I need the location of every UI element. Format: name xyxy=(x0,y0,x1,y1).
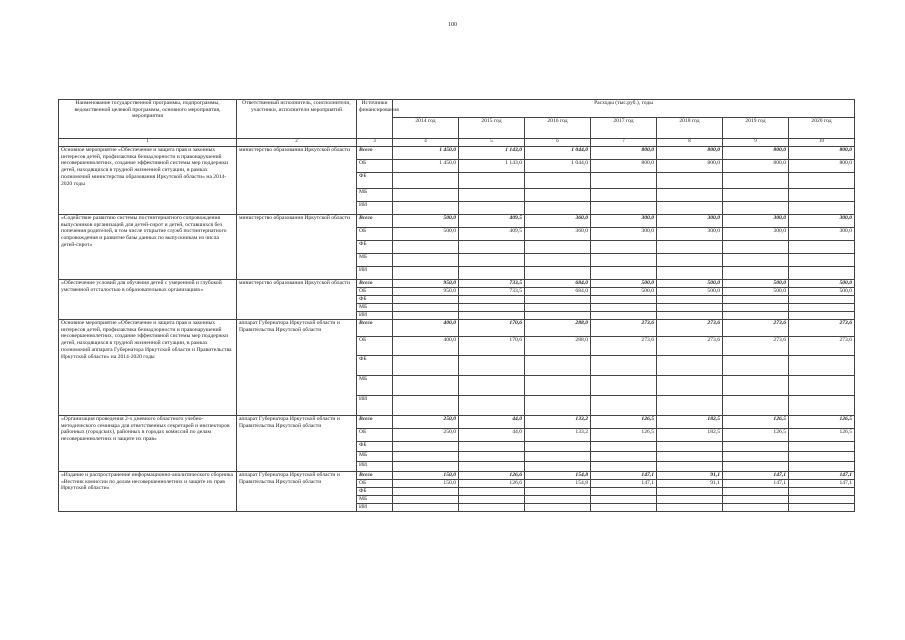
amount-cell: 300,0 xyxy=(789,228,855,241)
amount-cell: 800,0 xyxy=(789,147,855,160)
funding-source: ИИ xyxy=(357,267,393,280)
amount-cell: 154,8 xyxy=(525,472,591,480)
amount-cell xyxy=(525,296,591,304)
amount-cell xyxy=(525,304,591,312)
funding-source: ФБ xyxy=(357,488,393,496)
amount-cell: 182,5 xyxy=(657,416,723,429)
amount-cell: 170,6 xyxy=(459,320,525,337)
funding-source: ОБ xyxy=(357,480,393,488)
header-name: Наименование государственной программы, подпрограммы, ведомственной целевой программы, основного мероприятия, мероприятия xyxy=(59,100,237,139)
amount-cell xyxy=(525,396,591,416)
header-year: 2014 год xyxy=(393,118,459,139)
activity-name: Основное мероприятие «Обеспечение и защита прав и законных интересов детей, профилактика безнадзорности и правонарушений несовершеннолетних, создание эффективной системы мер поддержки детей, находящихся в трудной жизненной ситуации, в рамках полномочий аппарата Губернатора Иркутской области и Правительства Иркутской области» на 2014-2020 годы xyxy=(59,320,237,416)
amount-cell xyxy=(789,296,855,304)
amount-cell xyxy=(789,452,855,462)
amount-cell: 126,6 xyxy=(459,480,525,488)
amount-cell: 500,0 xyxy=(657,280,723,288)
amount-cell: 300,0 xyxy=(657,228,723,241)
amount-cell xyxy=(723,296,789,304)
amount-cell: 273,6 xyxy=(723,320,789,337)
amount-cell: 300,0 xyxy=(789,215,855,228)
amount-cell xyxy=(525,202,591,215)
amount-cell: 409,5 xyxy=(459,215,525,228)
amount-cell: 800,0 xyxy=(723,160,789,173)
funding-source: ОБ xyxy=(357,160,393,173)
amount-cell xyxy=(525,189,591,202)
amount-cell xyxy=(657,504,723,512)
amount-cell xyxy=(591,254,657,267)
funding-source: Всего xyxy=(357,280,393,288)
amount-cell: 147,1 xyxy=(789,480,855,488)
amount-cell: 733,5 xyxy=(459,280,525,288)
executor: министерство образования Иркутской области xyxy=(237,147,357,215)
amount-cell: 300,0 xyxy=(723,215,789,228)
funding-source: МБ xyxy=(357,496,393,504)
amount-cell: 500,0 xyxy=(591,288,657,296)
amount-cell: 91,1 xyxy=(657,480,723,488)
amount-cell xyxy=(657,254,723,267)
amount-cell xyxy=(591,504,657,512)
amount-cell xyxy=(459,241,525,254)
amount-cell xyxy=(723,496,789,504)
amount-cell: 733,5 xyxy=(459,288,525,296)
amount-cell: 147,1 xyxy=(723,480,789,488)
amount-cell: 950,0 xyxy=(393,280,459,288)
amount-cell xyxy=(591,312,657,320)
amount-cell xyxy=(393,202,459,215)
amount-cell xyxy=(525,312,591,320)
amount-cell xyxy=(525,496,591,504)
amount-cell: 288,0 xyxy=(525,320,591,337)
amount-cell xyxy=(657,396,723,416)
amount-cell xyxy=(525,356,591,376)
amount-cell xyxy=(723,488,789,496)
amount-cell: 684,0 xyxy=(525,280,591,288)
amount-cell xyxy=(591,396,657,416)
executor: министерство образования Иркутской области xyxy=(237,215,357,280)
activity-name: «Издание и распространение информационно-аналитического сборника «Вестник комиссии по делам несовершеннолетних и защите их прав Иркутской области» xyxy=(59,472,237,512)
funding-source: ОБ xyxy=(357,288,393,296)
amount-cell xyxy=(393,376,459,396)
amount-cell xyxy=(591,442,657,452)
amount-cell xyxy=(723,267,789,280)
executor: аппарат Губернатора Иркутской области и Правительства Иркутской области xyxy=(237,416,357,472)
column-number: 7 xyxy=(591,139,657,147)
amount-cell xyxy=(789,173,855,189)
amount-cell xyxy=(657,296,723,304)
amount-cell: 500,0 xyxy=(723,288,789,296)
amount-cell: 500,0 xyxy=(789,280,855,288)
amount-cell xyxy=(657,376,723,396)
amount-cell: 154,8 xyxy=(525,480,591,488)
amount-cell xyxy=(393,462,459,472)
amount-cell: 147,1 xyxy=(723,472,789,480)
amount-cell: 300,0 xyxy=(723,228,789,241)
amount-cell xyxy=(723,356,789,376)
activity-name: Основное мероприятие «Обеспечение и защита прав и законных интересов детей, профилактика безнадзорности и правонарушений несовершеннолетних, создание эффективной системы мер поддержки детей, находящихся в трудной жизненной ситуации, в рамках полномочий министерства образования Иркутской области» на 2014-2020 годы xyxy=(59,147,237,215)
amount-cell xyxy=(657,452,723,462)
amount-cell: 500,0 xyxy=(393,215,459,228)
amount-cell xyxy=(393,504,459,512)
amount-cell: 288,0 xyxy=(525,337,591,356)
amount-cell: 800,0 xyxy=(657,147,723,160)
amount-cell xyxy=(459,312,525,320)
amount-cell xyxy=(459,376,525,396)
amount-cell xyxy=(591,376,657,396)
amount-cell xyxy=(591,267,657,280)
amount-cell: 500,0 xyxy=(591,280,657,288)
funding-source: ФБ xyxy=(357,241,393,254)
amount-cell xyxy=(789,356,855,376)
column-number: 3 xyxy=(357,139,393,147)
activity-name: «Организация проведения 2-х дневного областного учебно-методического семинара для ответственных секретарей и инспекторов районных (городских), районных в городах комиссий по делам несовершеннолетних и защите их прав» xyxy=(59,416,237,472)
amount-cell xyxy=(525,462,591,472)
header-year: 2019 год xyxy=(723,118,789,139)
amount-cell xyxy=(459,296,525,304)
amount-cell xyxy=(789,504,855,512)
amount-cell xyxy=(723,189,789,202)
amount-cell xyxy=(459,173,525,189)
amount-cell xyxy=(393,254,459,267)
funding-source: ФБ xyxy=(357,173,393,189)
amount-cell xyxy=(657,189,723,202)
header-executor: Ответственный исполнитель, соисполнители, участники, исполнители мероприятий xyxy=(237,100,357,139)
amount-cell xyxy=(657,267,723,280)
amount-cell xyxy=(591,241,657,254)
amount-cell xyxy=(657,202,723,215)
funding-source: Всего xyxy=(357,472,393,480)
amount-cell: 400,0 xyxy=(393,337,459,356)
amount-cell: 400,0 xyxy=(393,320,459,337)
amount-cell: 300,0 xyxy=(591,228,657,241)
amount-cell xyxy=(657,442,723,452)
amount-cell: 44,0 xyxy=(459,416,525,429)
amount-cell: 126,5 xyxy=(591,429,657,442)
amount-cell: 126,5 xyxy=(591,416,657,429)
amount-cell xyxy=(393,488,459,496)
amount-cell xyxy=(591,452,657,462)
table-row xyxy=(59,215,855,228)
amount-cell xyxy=(459,189,525,202)
table-row xyxy=(59,472,855,480)
amount-cell: 360,0 xyxy=(525,228,591,241)
amount-cell xyxy=(393,304,459,312)
amount-cell: 273,6 xyxy=(591,337,657,356)
amount-cell xyxy=(525,488,591,496)
table-row xyxy=(59,147,855,160)
amount-cell xyxy=(657,312,723,320)
executor: аппарат Губернатора Иркутской области и Правительства Иркутской области xyxy=(237,320,357,416)
column-number: 1 xyxy=(59,139,237,147)
funding-source: Всего xyxy=(357,416,393,429)
amount-cell xyxy=(723,462,789,472)
amount-cell xyxy=(789,189,855,202)
amount-cell xyxy=(723,452,789,462)
amount-cell xyxy=(657,356,723,376)
amount-cell: 273,6 xyxy=(657,337,723,356)
executor: министерство образования Иркутской области xyxy=(237,280,357,320)
amount-cell: 800,0 xyxy=(789,160,855,173)
amount-cell xyxy=(789,241,855,254)
amount-cell xyxy=(393,396,459,416)
header-year: 2016 год xyxy=(525,118,591,139)
amount-cell xyxy=(789,202,855,215)
amount-cell xyxy=(723,241,789,254)
amount-cell: 91,1 xyxy=(657,472,723,480)
funding-source: ФБ xyxy=(357,296,393,304)
amount-cell xyxy=(657,462,723,472)
activity-name: «Обеспечение условий для обучения детей с умеренной и глубокой умственной отсталостью в образовательных организациях» xyxy=(59,280,237,320)
amount-cell: 500,0 xyxy=(393,228,459,241)
budget-table xyxy=(58,99,855,512)
amount-cell: 150,0 xyxy=(393,472,459,480)
amount-cell: 300,0 xyxy=(591,215,657,228)
header-year: 2017 год xyxy=(591,118,657,139)
amount-cell xyxy=(723,442,789,452)
column-number: 6 xyxy=(525,139,591,147)
amount-cell xyxy=(591,488,657,496)
amount-cell: 800,0 xyxy=(591,160,657,173)
amount-cell: 800,0 xyxy=(723,147,789,160)
funding-source: ФБ xyxy=(357,442,393,452)
amount-cell xyxy=(723,173,789,189)
amount-cell: 1 044,0 xyxy=(525,147,591,160)
funding-source: ИИ xyxy=(357,202,393,215)
amount-cell xyxy=(393,452,459,462)
header-source: Источники финансирования xyxy=(357,100,393,139)
amount-cell xyxy=(393,267,459,280)
funding-source: МБ xyxy=(357,189,393,202)
amount-cell xyxy=(591,296,657,304)
amount-cell xyxy=(525,241,591,254)
amount-cell: 1 450,0 xyxy=(393,160,459,173)
amount-cell xyxy=(393,189,459,202)
table-row xyxy=(59,320,855,337)
column-number: 9 xyxy=(723,139,789,147)
amount-cell xyxy=(459,254,525,267)
funding-source: МБ xyxy=(357,376,393,396)
amount-cell xyxy=(657,488,723,496)
funding-source: МБ xyxy=(357,254,393,267)
amount-cell xyxy=(789,254,855,267)
amount-cell xyxy=(393,442,459,452)
amount-cell xyxy=(789,312,855,320)
amount-cell: 147,1 xyxy=(591,472,657,480)
amount-cell xyxy=(525,504,591,512)
amount-cell xyxy=(789,396,855,416)
amount-cell: 150,0 xyxy=(393,480,459,488)
amount-cell xyxy=(657,496,723,504)
amount-cell: 684,0 xyxy=(525,288,591,296)
amount-cell xyxy=(789,267,855,280)
amount-cell xyxy=(459,396,525,416)
amount-cell xyxy=(789,442,855,452)
amount-cell xyxy=(591,202,657,215)
amount-cell xyxy=(789,488,855,496)
amount-cell xyxy=(525,254,591,267)
amount-cell xyxy=(723,202,789,215)
funding-source: МБ xyxy=(357,304,393,312)
amount-cell: 500,0 xyxy=(789,288,855,296)
amount-cell: 1 143,0 xyxy=(459,147,525,160)
column-number: 5 xyxy=(459,139,525,147)
amount-cell: 147,1 xyxy=(789,472,855,480)
amount-cell xyxy=(723,254,789,267)
amount-cell: 147,1 xyxy=(591,480,657,488)
amount-cell xyxy=(393,496,459,504)
funding-source: ИИ xyxy=(357,396,393,416)
amount-cell xyxy=(723,504,789,512)
amount-cell xyxy=(525,442,591,452)
amount-cell: 126,5 xyxy=(789,416,855,429)
amount-cell xyxy=(657,241,723,254)
amount-cell xyxy=(393,296,459,304)
header-year: 2015 год xyxy=(459,118,525,139)
amount-cell xyxy=(393,173,459,189)
amount-cell xyxy=(591,173,657,189)
amount-cell xyxy=(459,356,525,376)
table-row xyxy=(59,416,855,429)
amount-cell xyxy=(591,462,657,472)
amount-cell xyxy=(525,452,591,462)
amount-cell: 500,0 xyxy=(657,288,723,296)
amount-cell: 250,0 xyxy=(393,429,459,442)
amount-cell: 360,0 xyxy=(525,215,591,228)
amount-cell xyxy=(723,396,789,416)
header-expenses: Расходы (тыс.руб.), годы xyxy=(393,100,855,118)
amount-cell: 950,0 xyxy=(393,288,459,296)
amount-cell xyxy=(393,312,459,320)
amount-cell: 44,0 xyxy=(459,429,525,442)
page-number: 100 xyxy=(448,22,457,28)
amount-cell: 273,6 xyxy=(789,337,855,356)
amount-cell: 1 044,0 xyxy=(525,160,591,173)
header-year: 2020 год xyxy=(789,118,855,139)
funding-source: Всего xyxy=(357,320,393,337)
amount-cell xyxy=(525,173,591,189)
amount-cell xyxy=(789,376,855,396)
amount-cell xyxy=(459,202,525,215)
amount-cell xyxy=(789,462,855,472)
amount-cell: 273,6 xyxy=(723,337,789,356)
executor: аппарат Губернатора Иркутской области и Правительства Иркутской области xyxy=(237,472,357,512)
funding-source: Всего xyxy=(357,215,393,228)
amount-cell: 133,2 xyxy=(525,429,591,442)
amount-cell xyxy=(789,304,855,312)
funding-source: Всего xyxy=(357,147,393,160)
activity-name: «Содействие развитию системы постинтернатного сопровождения выпускников организаций для детей-сирот и детей, оставшихся без попечения родителей, в том числе открытие служб постинтернатного сопровождения и развитие базы данных по выпускникам из числа детей-сирот» xyxy=(59,215,237,280)
amount-cell xyxy=(591,356,657,376)
table-row xyxy=(59,280,855,288)
amount-cell: 800,0 xyxy=(591,147,657,160)
funding-source: ИИ xyxy=(357,312,393,320)
amount-cell xyxy=(591,496,657,504)
header-year: 2018 год xyxy=(657,118,723,139)
amount-cell xyxy=(657,173,723,189)
amount-cell: 409,5 xyxy=(459,228,525,241)
amount-cell: 170,6 xyxy=(459,337,525,356)
amount-cell xyxy=(459,442,525,452)
amount-cell xyxy=(657,304,723,312)
amount-cell: 1 143,0 xyxy=(459,160,525,173)
amount-cell: 126,5 xyxy=(723,416,789,429)
amount-cell: 1 450,0 xyxy=(393,147,459,160)
amount-cell: 250,0 xyxy=(393,416,459,429)
amount-cell: 500,0 xyxy=(723,280,789,288)
amount-cell: 126,6 xyxy=(459,472,525,480)
amount-cell: 800,0 xyxy=(657,160,723,173)
amount-cell xyxy=(525,267,591,280)
funding-source: ОБ xyxy=(357,228,393,241)
amount-cell: 133,2 xyxy=(525,416,591,429)
amount-cell xyxy=(459,462,525,472)
funding-source: ИИ xyxy=(357,504,393,512)
amount-cell xyxy=(393,241,459,254)
amount-cell xyxy=(393,356,459,376)
funding-source: ОБ xyxy=(357,429,393,442)
funding-source: ИИ xyxy=(357,462,393,472)
funding-source: МБ xyxy=(357,452,393,462)
column-number: 10 xyxy=(789,139,855,147)
amount-cell xyxy=(723,304,789,312)
amount-cell xyxy=(459,496,525,504)
amount-cell: 126,5 xyxy=(789,429,855,442)
amount-cell xyxy=(591,304,657,312)
amount-cell xyxy=(591,189,657,202)
funding-source: ОБ xyxy=(357,337,393,356)
funding-source: ФБ xyxy=(357,356,393,376)
amount-cell: 273,6 xyxy=(789,320,855,337)
amount-cell xyxy=(723,312,789,320)
amount-cell xyxy=(459,488,525,496)
amount-cell: 273,6 xyxy=(591,320,657,337)
amount-cell: 182,5 xyxy=(657,429,723,442)
amount-cell xyxy=(723,376,789,396)
column-number: 4 xyxy=(393,139,459,147)
amount-cell xyxy=(525,376,591,396)
amount-cell: 300,0 xyxy=(657,215,723,228)
amount-cell xyxy=(459,504,525,512)
amount-cell xyxy=(459,267,525,280)
amount-cell: 273,6 xyxy=(657,320,723,337)
amount-cell xyxy=(459,452,525,462)
amount-cell: 126,5 xyxy=(723,429,789,442)
column-number: 8 xyxy=(657,139,723,147)
amount-cell xyxy=(789,496,855,504)
amount-cell xyxy=(459,304,525,312)
column-number: 2 xyxy=(237,139,357,147)
